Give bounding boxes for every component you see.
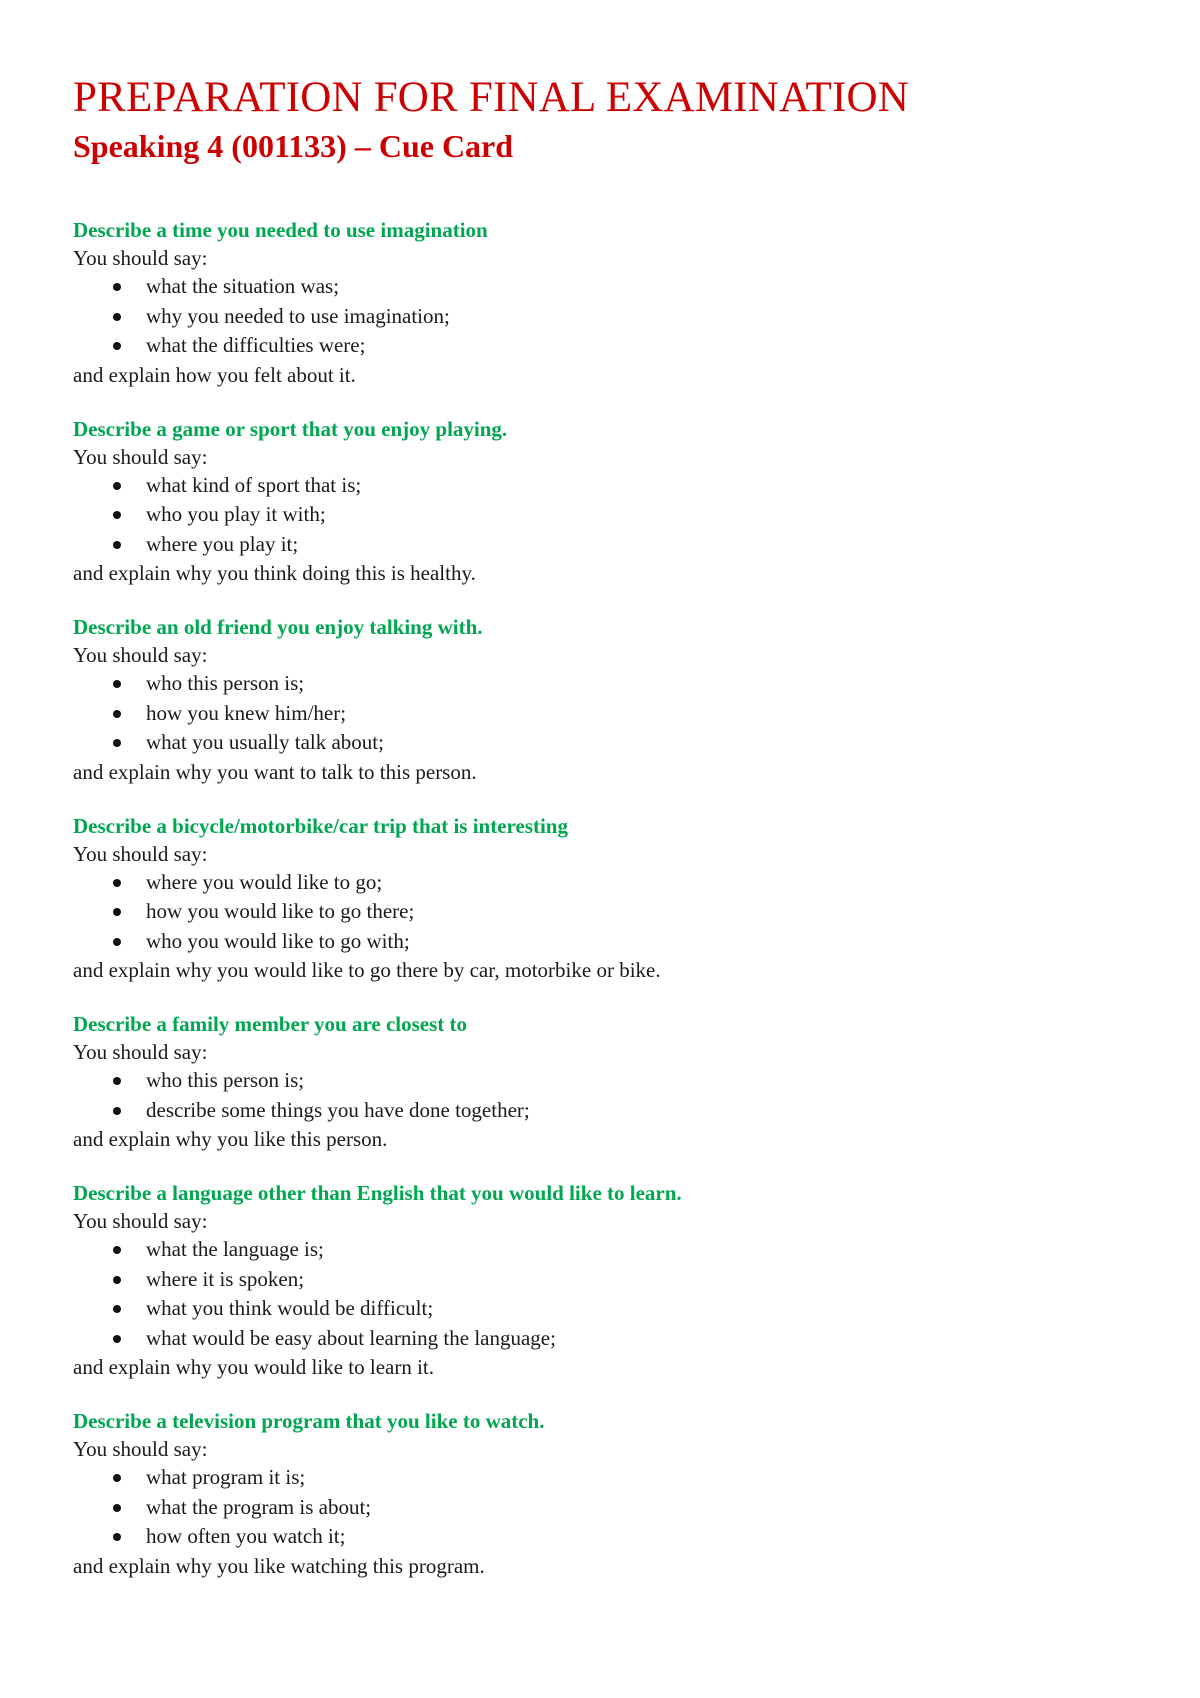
bullet-icon	[113, 313, 121, 321]
cue-card-title: Describe a bicycle/motorbike/car trip that is interesting	[73, 813, 568, 838]
cue-card-title: Describe a television program that you like to watch.	[73, 1409, 545, 1433]
cue-card-point	[73, 302, 1133, 332]
cue-card-closing: and explain why you would like to go there by car, motorbike or bike.	[73, 958, 661, 982]
cue-card-point-text: describe some things you have done together;	[146, 1097, 530, 1122]
cue-card-point	[73, 1066, 1133, 1096]
bullet-icon	[113, 541, 121, 549]
cue-card-point-text: what program it is;	[146, 1465, 306, 1489]
cue-card-point-text: who you would like to go with;	[146, 928, 410, 953]
bullet-icon	[113, 680, 121, 688]
page-title: PREPARATION FOR FINAL EXAMINATION	[73, 74, 910, 121]
cue-card-closing: and explain why you want to talk to this person.	[73, 759, 477, 784]
cue-card-points	[73, 471, 1133, 560]
cue-card-closing: and explain how you felt about it.	[73, 362, 356, 387]
bullet-icon	[113, 938, 121, 946]
cue-card-intro: You should say:	[73, 246, 208, 270]
cue-card-point	[73, 927, 1133, 957]
cue-card-point	[73, 1463, 1133, 1493]
cue-card-point	[73, 868, 1133, 898]
cue-card-title: Describe a time you needed to use imagination	[73, 218, 488, 242]
bullet-icon	[113, 1077, 121, 1085]
bullet-icon	[113, 1107, 121, 1115]
bullet-icon	[113, 283, 121, 291]
cue-card-title: Describe a language other than English that you would like to learn.	[73, 1181, 682, 1205]
cue-card	[73, 613, 1133, 786]
cue-card-point	[73, 1493, 1133, 1523]
cue-card-closing: and explain why you would like to learn it.	[73, 1355, 435, 1379]
cue-card-title: Describe a family member you are closest to	[73, 1012, 468, 1036]
cue-card-title: Describe a game or sport that you enjoy playing.	[73, 416, 508, 441]
bullet-icon	[113, 1305, 121, 1313]
cue-card-points	[73, 868, 1133, 957]
cue-card-point-text: what you think would be difficult;	[146, 1296, 434, 1320]
bullet-icon	[113, 879, 121, 887]
cue-card-point	[73, 331, 1133, 361]
cue-card-point-text: what the language is;	[146, 1237, 324, 1261]
bullet-icon	[113, 342, 121, 350]
cue-card-points	[73, 1463, 1133, 1552]
cue-card-point-text: how you would like to go there;	[146, 899, 415, 923]
cue-card-point-text: who you play it with;	[146, 502, 326, 526]
bullet-icon	[113, 1504, 121, 1512]
cue-card-point	[73, 699, 1133, 729]
cue-card-point-text: what kind of sport that is;	[146, 472, 362, 497]
bullet-icon	[113, 1474, 121, 1482]
cue-card	[73, 415, 1133, 588]
cue-card-intro: You should say:	[73, 1040, 208, 1064]
bullet-icon	[113, 482, 121, 490]
cue-card-point-text: what the situation was;	[146, 274, 340, 298]
cue-card	[73, 1010, 1133, 1153]
page-subtitle: Speaking 4 (001133) – Cue Card	[73, 128, 514, 164]
bullet-icon	[113, 908, 121, 916]
cue-card-point-text: how often you watch it;	[146, 1524, 346, 1548]
cue-card-point	[73, 530, 1133, 560]
bullet-icon	[113, 1335, 121, 1343]
cue-card	[73, 812, 1133, 985]
cue-card-closing: and explain why you think doing this is healthy.	[73, 561, 476, 585]
cue-card-point-text: what would be easy about learning the language;	[146, 1325, 556, 1350]
cue-card-point	[73, 471, 1133, 501]
cue-card-point-text: what the difficulties were;	[146, 333, 366, 357]
bullet-icon	[113, 1246, 121, 1254]
cue-card-title: Describe an old friend you enjoy talking with.	[73, 615, 483, 639]
bullet-icon	[113, 739, 121, 747]
cue-card-points	[73, 272, 1133, 361]
cue-card	[73, 1407, 1133, 1580]
cue-card-intro: You should say:	[73, 1437, 208, 1461]
cue-card-point-text: who this person is;	[146, 671, 305, 695]
cue-card-point	[73, 1235, 1133, 1265]
cue-card-point	[73, 1522, 1133, 1552]
cue-card-points	[73, 1066, 1133, 1125]
cue-card	[73, 216, 1133, 389]
document-page	[73, 72, 1133, 1606]
cue-card-point-text: where you play it;	[146, 531, 299, 556]
cue-card-point	[73, 728, 1133, 758]
cue-card-intro: You should say:	[73, 643, 208, 667]
cue-card	[73, 1179, 1133, 1381]
cue-card-point	[73, 1294, 1133, 1324]
cue-card-point	[73, 897, 1133, 927]
cue-card-point-text: who this person is;	[146, 1068, 305, 1092]
cue-card-intro: You should say:	[73, 841, 208, 866]
cue-card-point	[73, 1096, 1133, 1126]
cue-card-point-text: what the program is about;	[146, 1494, 372, 1519]
cue-card-closing: and explain why you like this person.	[73, 1127, 388, 1151]
cue-card-closing: and explain why you like watching this program.	[73, 1553, 485, 1578]
cue-card-point-text: where it is spoken;	[146, 1266, 305, 1291]
cue-card-intro: You should say:	[73, 444, 208, 469]
bullet-icon	[113, 710, 121, 718]
cue-card-point	[73, 1265, 1133, 1295]
cue-card-point-text: why you needed to use imagination;	[146, 303, 450, 328]
bullet-icon	[113, 1276, 121, 1284]
bullet-icon	[113, 1533, 121, 1541]
cue-card-list	[73, 216, 1133, 1580]
cue-card-point	[73, 1324, 1133, 1354]
cue-card-point	[73, 272, 1133, 302]
cue-card-point-text: what you usually talk about;	[146, 730, 384, 754]
cue-card-points	[73, 669, 1133, 758]
cue-card-point-text: where you would like to go;	[146, 869, 383, 894]
cue-card-point-text: how you knew him/her;	[146, 700, 347, 725]
cue-card-intro: You should say:	[73, 1209, 208, 1233]
bullet-icon	[113, 511, 121, 519]
cue-card-point	[73, 669, 1133, 699]
cue-card-points	[73, 1235, 1133, 1353]
cue-card-point	[73, 500, 1133, 530]
